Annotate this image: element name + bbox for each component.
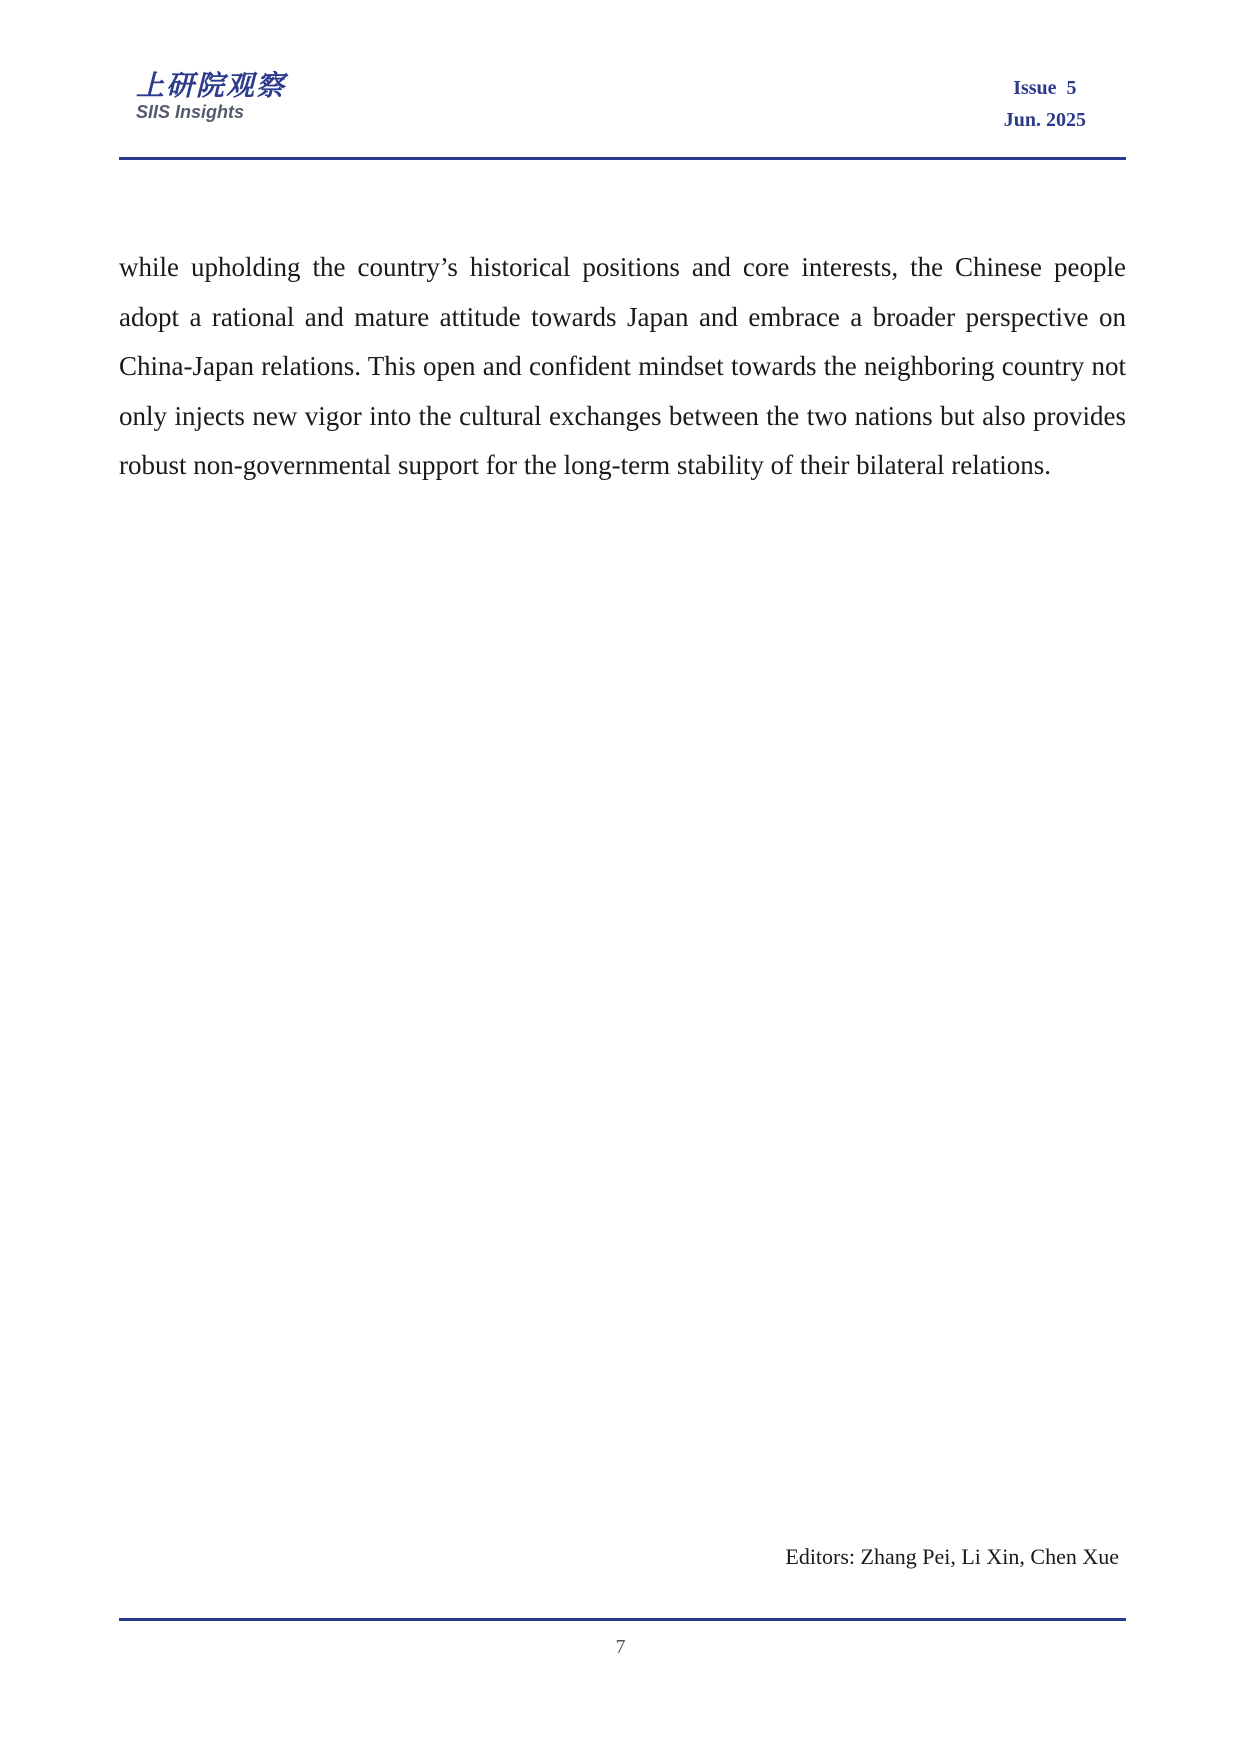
- page-number: 7: [615, 1636, 626, 1658]
- siis-logo: [136, 70, 306, 130]
- issue-info: [1004, 72, 1086, 136]
- logo-english-title: SIIS Insights: [136, 102, 245, 122]
- issue-date: Jun. 2025: [1003, 109, 1086, 131]
- editors-credit: Editors: Zhang Pei, Li Xin, Chen Xue: [785, 1544, 1119, 1569]
- header-divider: [119, 157, 1126, 160]
- issue-number: Issue 5: [1013, 77, 1077, 99]
- footer-divider: [119, 1618, 1126, 1621]
- logo-chinese-title: 上研院观察: [136, 69, 287, 102]
- body-paragraph: while upholding the country’s historical positions and core interests, the Chinese people adopt a rational and mature attitude towards Japan and embrace a broader perspective on China-Japan relations. This open and confident mindset towards the neighboring country not only injects new vigor into the cultural exchanges between the two nations but also provides robust non-governmental support for the long-term stability of their bilateral relations.: [119, 252, 1126, 480]
